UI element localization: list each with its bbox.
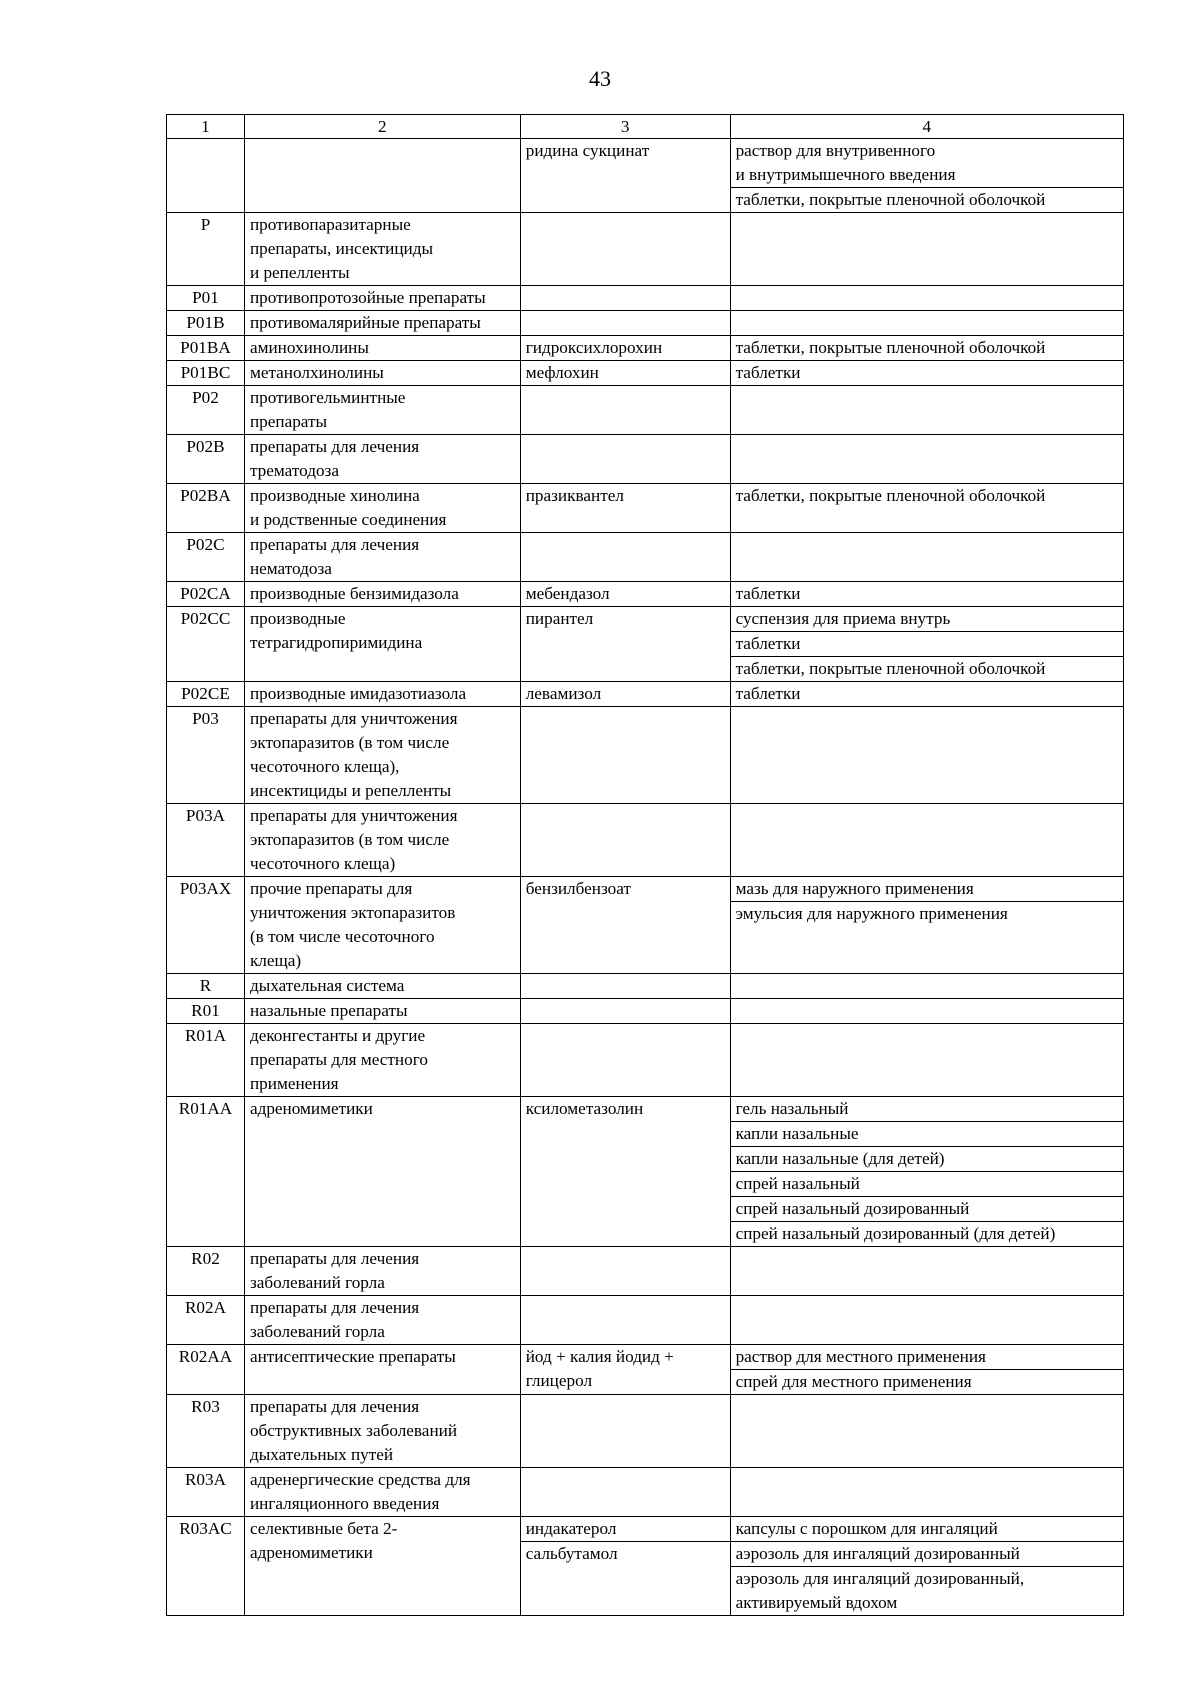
drug-name-line: празиквантел — [525, 486, 624, 505]
group-name-line: препараты для лечения — [249, 1397, 420, 1416]
group-name-line: дыхательных путей — [249, 1445, 394, 1464]
group-name-line: тетрагидропиримидина — [249, 633, 423, 652]
group-name-cell — [244, 1247, 520, 1296]
dosage-form — [731, 1542, 1123, 1566]
dosage-form — [731, 187, 1123, 212]
dosage-form-line: мазь для наружного применения — [735, 879, 974, 898]
table-row — [167, 1024, 1124, 1097]
dosage-form-line: таблетки — [735, 634, 801, 653]
table-row — [167, 1296, 1124, 1345]
group-name-line: заболеваний горла — [249, 1322, 385, 1341]
dosage-form-line: таблетки, покрытые пленочной оболочкой — [735, 190, 1046, 209]
dosage-form-cell — [730, 1468, 1123, 1517]
group-name-line: и репелленты — [249, 263, 350, 282]
group-name-cell — [244, 286, 520, 311]
drug-name-cell — [520, 607, 730, 682]
group-name-line: адреномиметики — [249, 1099, 373, 1118]
atc-code-cell: R02 — [167, 1247, 245, 1296]
dosage-form-line: раствор для внутривенного — [735, 141, 936, 160]
drug-name-cell — [520, 1542, 730, 1616]
group-name-line: уничтожения эктопаразитов — [249, 903, 456, 922]
dosage-form-cell — [730, 1542, 1123, 1616]
group-name-cell — [244, 1345, 520, 1395]
drug-name-line: мефлохин — [525, 363, 599, 382]
table-row — [167, 286, 1124, 311]
dosage-form — [731, 1171, 1123, 1196]
group-name-line: заболеваний горла — [249, 1273, 385, 1292]
group-name-line: эктопаразитов (в том числе — [249, 733, 450, 752]
group-name-cell — [244, 484, 520, 533]
table-row — [167, 1345, 1124, 1395]
group-name-cell — [244, 999, 520, 1024]
dosage-form-line: капли назальные (для детей) — [735, 1149, 945, 1168]
table-row — [167, 1468, 1124, 1517]
dosage-form — [731, 139, 1123, 187]
header-row — [167, 115, 1124, 139]
dosage-form-cell — [730, 877, 1123, 974]
dosage-form-line: раствор для местного применения — [735, 1347, 986, 1366]
dosage-form-line: аэрозоль для ингаляций дозированный — [735, 1544, 1020, 1563]
table-row — [167, 1395, 1124, 1468]
atc-code-cell: P02 — [167, 386, 245, 435]
dosage-form-line: спрей для местного применения — [735, 1372, 972, 1391]
group-name-line: нематодоза — [249, 559, 332, 578]
drug-name-cell — [520, 1395, 730, 1468]
drug-name-cell — [520, 435, 730, 484]
table-row — [167, 435, 1124, 484]
atc-code-cell: P02CA — [167, 582, 245, 607]
dosage-form-cell — [730, 804, 1123, 877]
dosage-form-line: эмульсия для наружного применения — [735, 904, 1008, 923]
group-name-line: клеща) — [249, 951, 302, 970]
dosage-form-cell — [730, 311, 1123, 336]
group-name-line: препараты для уничтожения — [249, 806, 458, 825]
drug-name-cell — [520, 682, 730, 707]
group-name-line: противопротозойные препараты — [249, 288, 486, 307]
group-name-line: производные — [249, 609, 346, 628]
group-name-cell — [244, 386, 520, 435]
table-row — [167, 877, 1124, 974]
dosage-form — [731, 877, 1123, 901]
dosage-form-cell — [730, 286, 1123, 311]
group-name-line: обструктивных заболеваний — [249, 1421, 458, 1440]
table-row — [167, 999, 1124, 1024]
drug-name-cell — [520, 336, 730, 361]
table-row — [167, 804, 1124, 877]
group-name-line: противомалярийные препараты — [249, 313, 481, 332]
table-row — [167, 213, 1124, 286]
atc-code-cell: P02C — [167, 533, 245, 582]
drug-name-line: гидроксихлорохин — [525, 338, 663, 357]
dosage-form-cell — [730, 435, 1123, 484]
dosage-form-line: таблетки — [735, 584, 801, 603]
group-name-cell — [244, 1296, 520, 1345]
group-name-cell — [244, 311, 520, 336]
group-name-line: назальные препараты — [249, 1001, 408, 1020]
group-name-line: антисептические препараты — [249, 1347, 456, 1366]
atc-code-cell: P02CE — [167, 682, 245, 707]
atc-code-cell: R — [167, 974, 245, 999]
dosage-form-cell — [730, 1345, 1123, 1395]
atc-code-cell: R01AA — [167, 1097, 245, 1247]
table-row — [167, 533, 1124, 582]
atc-code-cell: P — [167, 213, 245, 286]
dosage-form-line: таблетки, покрытые пленочной оболочкой — [735, 338, 1046, 357]
drug-name-cell — [520, 877, 730, 974]
dosage-form — [731, 1345, 1123, 1369]
group-name-line: применения — [249, 1074, 339, 1093]
group-name-cell — [244, 1024, 520, 1097]
dosage-form-line: таблетки, покрытые пленочной оболочкой — [735, 486, 1046, 505]
group-name-line: препараты для лечения — [249, 1249, 420, 1268]
group-name-line: чесоточного клеща) — [249, 854, 396, 873]
dosage-form — [731, 682, 1123, 706]
group-name-line: деконгестанты и другие — [249, 1026, 426, 1045]
group-name-line: селективные бета 2- — [249, 1519, 398, 1538]
drug-name-line: бензилбензоат — [525, 879, 631, 898]
dosage-form-line: таблетки — [735, 363, 801, 382]
group-name-line: (в том числе чесоточного — [249, 927, 435, 946]
atc-code-cell: R03 — [167, 1395, 245, 1468]
drug-name-cell — [520, 1345, 730, 1395]
group-name-cell — [244, 582, 520, 607]
drug-name-cell — [520, 974, 730, 999]
dosage-form — [731, 1517, 1123, 1541]
dosage-form-cell — [730, 682, 1123, 707]
table-row — [167, 974, 1124, 999]
group-name-line: противопаразитарные — [249, 215, 411, 234]
dosage-form — [731, 1146, 1123, 1171]
atc-code-cell: P03AX — [167, 877, 245, 974]
table-row — [167, 139, 1124, 213]
drug-name-cell — [520, 1517, 730, 1542]
group-name-line: трематодоза — [249, 461, 339, 480]
group-name-line: и родственные соединения — [249, 510, 447, 529]
group-name-line: прочие препараты для — [249, 879, 413, 898]
drug-name-line: мебендазол — [525, 584, 610, 603]
dosage-form-cell — [730, 361, 1123, 386]
dosage-form — [731, 607, 1123, 631]
column-header-4: 4 — [730, 115, 1123, 139]
dosage-form-cell — [730, 533, 1123, 582]
group-name-cell — [244, 435, 520, 484]
atc-code-cell: P02BA — [167, 484, 245, 533]
group-name-line: противогельминтные — [249, 388, 406, 407]
dosage-form — [731, 336, 1123, 360]
group-name-line: дыхательная система — [249, 976, 405, 995]
dosage-form-cell — [730, 999, 1123, 1024]
atc-code-cell: P01BC — [167, 361, 245, 386]
group-name-line: эктопаразитов (в том числе — [249, 830, 450, 849]
dosage-form — [731, 901, 1123, 926]
group-name-line: производные имидазотиазола — [249, 684, 467, 703]
dosage-form-cell — [730, 1395, 1123, 1468]
atc-code-cell — [167, 139, 245, 213]
drug-name-cell — [520, 386, 730, 435]
group-name-line: препараты для лечения — [249, 535, 420, 554]
column-header-3: 3 — [520, 115, 730, 139]
drug-name-cell — [520, 1468, 730, 1517]
table-row — [167, 707, 1124, 804]
dosage-form-cell — [730, 484, 1123, 533]
table-row — [167, 1247, 1124, 1296]
group-name-cell — [244, 361, 520, 386]
group-name-line: препараты для лечения — [249, 1298, 420, 1317]
table-row — [167, 336, 1124, 361]
table-body — [167, 139, 1124, 1616]
dosage-form-cell — [730, 213, 1123, 286]
group-name-line: препараты для лечения — [249, 437, 420, 456]
dosage-form-line: аэрозоль для ингаляций дозированный, — [735, 1569, 1025, 1588]
drug-name-cell — [520, 1296, 730, 1345]
dosage-form-line: спрей назальный — [735, 1174, 860, 1193]
drug-name-cell — [520, 999, 730, 1024]
page-number: 43 — [589, 66, 611, 91]
group-name-line: препараты для уничтожения — [249, 709, 458, 728]
atc-code-cell: R01 — [167, 999, 245, 1024]
dosage-form — [731, 1369, 1123, 1394]
group-name-cell — [244, 533, 520, 582]
dosage-form — [731, 656, 1123, 681]
group-name-line: адренергические средства для — [249, 1470, 471, 1489]
dosage-form-cell — [730, 974, 1123, 999]
drug-name-line: ксилометазолин — [525, 1099, 644, 1118]
group-name-line: аминохинолины — [249, 338, 369, 357]
drug-name-cell — [520, 286, 730, 311]
table-row — [167, 1517, 1124, 1542]
group-name-cell — [244, 877, 520, 974]
dosage-form-cell — [730, 1296, 1123, 1345]
drug-name-line: левамизол — [525, 684, 602, 703]
group-name-line: производные бензимидазола — [249, 584, 459, 603]
drug-name-cell — [520, 213, 730, 286]
dosage-form-cell — [730, 1247, 1123, 1296]
atc-code-cell: R02AA — [167, 1345, 245, 1395]
dosage-form-line: капли назальные — [735, 1124, 859, 1143]
table-row — [167, 311, 1124, 336]
drug-name-line: глицерол — [525, 1371, 593, 1390]
dosage-form-line: активируемый вдохом — [735, 1593, 898, 1612]
group-name-line: инсектициды и репелленты — [249, 781, 452, 800]
group-name-cell — [244, 139, 520, 213]
group-name-line: производные хинолина — [249, 486, 420, 505]
drug-name-line: сальбутамол — [525, 1544, 618, 1563]
dosage-form-line: капсулы с порошком для ингаляций — [735, 1519, 998, 1538]
dosage-form — [731, 484, 1123, 508]
dosage-form-cell — [730, 336, 1123, 361]
dosage-form-line: и внутримышечного введения — [735, 165, 956, 184]
dosage-form-cell — [730, 139, 1123, 213]
dosage-form — [731, 1221, 1123, 1246]
group-name-line: препараты, инсектициды — [249, 239, 434, 258]
dosage-form-cell — [730, 1097, 1123, 1247]
group-name-line: метанолхинолины — [249, 363, 384, 382]
atc-code-cell: P01B — [167, 311, 245, 336]
dosage-form-line: таблетки, покрытые пленочной оболочкой — [735, 659, 1046, 678]
drug-name-cell — [520, 1247, 730, 1296]
group-name-cell — [244, 804, 520, 877]
table-row — [167, 484, 1124, 533]
group-name-line: адреномиметики — [249, 1543, 373, 1562]
group-name-line: препараты — [249, 412, 328, 431]
dosage-form-line: таблетки — [735, 684, 801, 703]
group-name-cell — [244, 682, 520, 707]
dosage-form — [731, 1121, 1123, 1146]
dosage-form-cell — [730, 582, 1123, 607]
drug-name-cell — [520, 804, 730, 877]
drug-name-line: индакатерол — [525, 1519, 617, 1538]
dosage-form-cell — [730, 1024, 1123, 1097]
table-row — [167, 386, 1124, 435]
drug-name-cell — [520, 707, 730, 804]
table-row — [167, 582, 1124, 607]
drug-name-cell — [520, 533, 730, 582]
drug-name-cell — [520, 361, 730, 386]
dosage-form — [731, 1566, 1123, 1615]
dosage-form-cell — [730, 607, 1123, 682]
dosage-form-cell — [730, 386, 1123, 435]
dosage-form-line: суспензия для приема внутрь — [735, 609, 951, 628]
group-name-cell — [244, 1097, 520, 1247]
atc-code-cell: P01 — [167, 286, 245, 311]
group-name-line: чесоточного клеща), — [249, 757, 400, 776]
group-name-cell — [244, 607, 520, 682]
group-name-cell — [244, 1395, 520, 1468]
drug-name-line: пирантел — [525, 609, 594, 628]
group-name-cell — [244, 1468, 520, 1517]
dosage-form-cell — [730, 1517, 1123, 1542]
group-name-cell — [244, 336, 520, 361]
drug-name-line: ридина сукцинат — [525, 141, 650, 160]
dosage-form-cell — [730, 707, 1123, 804]
drug-name-cell — [520, 311, 730, 336]
atc-code-cell: R03AC — [167, 1517, 245, 1616]
atc-code-cell: R02A — [167, 1296, 245, 1345]
dosage-form-line: спрей назальный дозированный (для детей) — [735, 1224, 1056, 1243]
drug-name-cell — [520, 484, 730, 533]
atc-code-cell: P03 — [167, 707, 245, 804]
group-name-cell — [244, 974, 520, 999]
atc-code-cell: P03A — [167, 804, 245, 877]
group-name-line: препараты для местного — [249, 1050, 428, 1069]
dosage-form — [731, 631, 1123, 656]
column-header-1: 1 — [167, 115, 245, 139]
medication-table — [166, 114, 1124, 1616]
atc-code-cell: R01A — [167, 1024, 245, 1097]
drug-name-cell — [520, 582, 730, 607]
dosage-form — [731, 361, 1123, 385]
dosage-form-line: спрей назальный дозированный — [735, 1199, 970, 1218]
drug-name-cell — [520, 1097, 730, 1247]
dosage-form — [731, 1196, 1123, 1221]
atc-code-cell: P01BA — [167, 336, 245, 361]
group-name-cell — [244, 707, 520, 804]
drug-name-cell — [520, 1024, 730, 1097]
dosage-form-line: гель назальный — [735, 1099, 849, 1118]
table-row — [167, 607, 1124, 682]
atc-code-cell: P02CC — [167, 607, 245, 682]
drug-name-cell — [520, 139, 730, 213]
drug-name-line: йод + калия йодид + — [525, 1347, 674, 1366]
group-name-line: ингаляционного введения — [249, 1494, 440, 1513]
atc-code-cell: R03A — [167, 1468, 245, 1517]
group-name-cell — [244, 1517, 520, 1616]
atc-code-cell: P02B — [167, 435, 245, 484]
group-name-cell — [244, 213, 520, 286]
table-row — [167, 682, 1124, 707]
dosage-form — [731, 582, 1123, 606]
table-row — [167, 1097, 1124, 1247]
dosage-form — [731, 1097, 1123, 1121]
column-header-2: 2 — [244, 115, 520, 139]
table-row — [167, 361, 1124, 386]
